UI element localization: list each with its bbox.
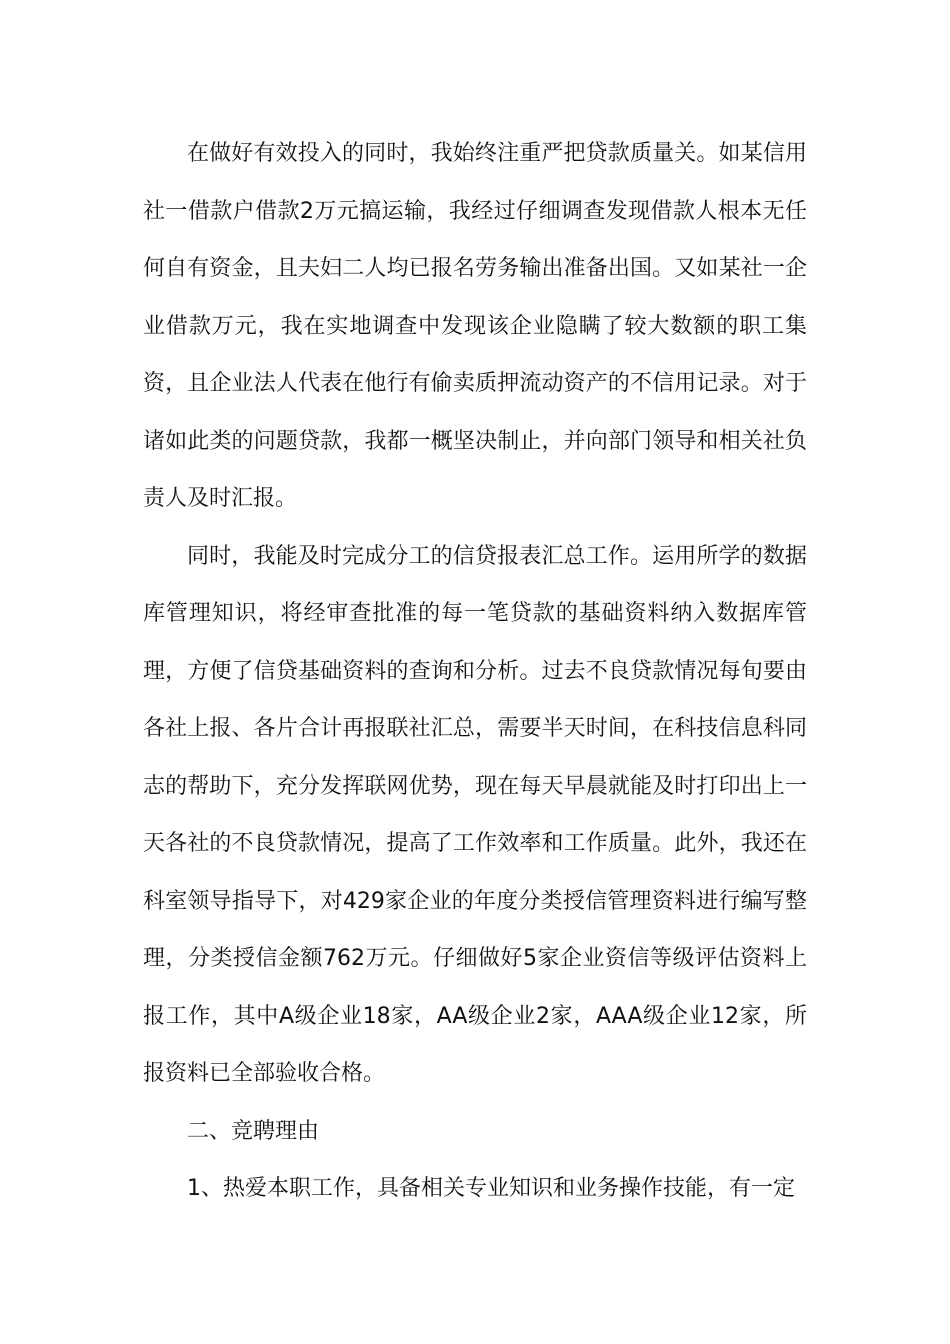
paragraph-credit-reports: 同时，我能及时完成分工的信贷报表汇总工作。运用所学的数据库管理知识，将经审查批准的每一笔贷款的基础资料纳入数据库管理，方便了信贷基础资料的查询和分析。过去不良贷款情况每旬要由各社上报、各片合计再报联社汇总，需要半天时间，在科技信息科同志的帮助下，充分发挥联网优势，现在每天早晨就能及时打印出上一天各社的不良贷款情况，提高了工作效率和工作质量。此外，我还在科室领导指导下，对429家企业的年度分类授信管理资料进行编写整理，分类授信金额762万元。仔细做好5家企业资信等级评估资料上报工作，其中A级企业18家，AA级企业2家，AAA级企业12家，所报资料已全部验收合格。 xyxy=(143,543,807,1086)
list-item-reason-1: 1、热爱本职工作，具备相关专业知识和业务操作技能，有一定 xyxy=(187,1176,795,1201)
document-body xyxy=(143,125,807,1218)
section-heading: 二、竞聘理由 xyxy=(187,1118,320,1144)
paragraph-loan-quality: 在做好有效投入的同时，我始终注重严把贷款质量关。如某信用社一借款户借款2万元搞运输，我经过仔细调查发现借款人根本无任何自有资金，且夫妇二人均已报名劳务输出准备出国。又如某社一企业借款万元，我在实地调查中发现该企业隐瞒了较大数额的职工集资，且企业法人代表在他行有偷卖质押流动资产的不信用记录。对于诸如此类的问题贷款，我都一概坚决制止，并向部门领导和相关社负责人及时汇报。 xyxy=(143,141,807,511)
